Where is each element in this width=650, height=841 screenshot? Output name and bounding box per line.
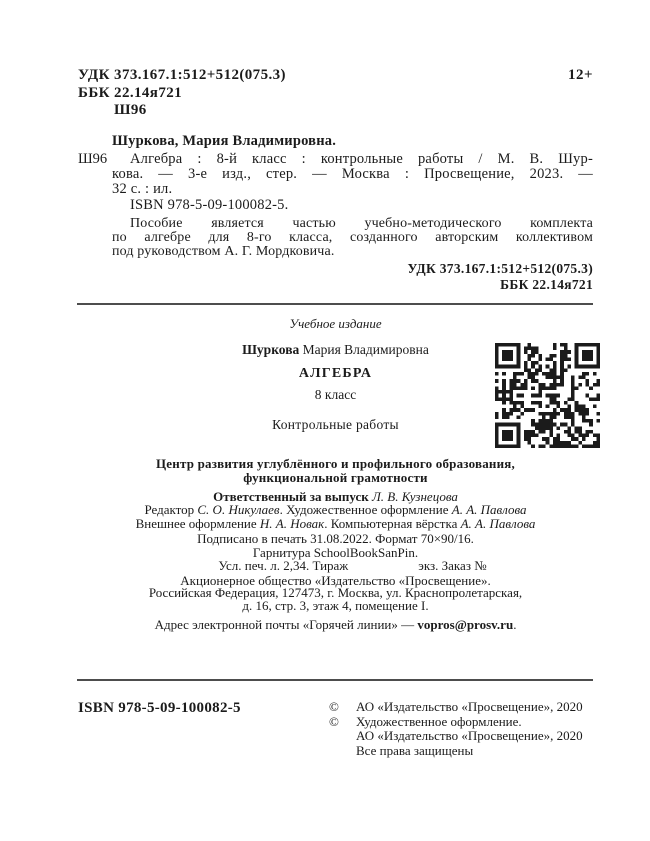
copyright-line (329, 729, 593, 744)
bib-entry-sign: Ш96 (78, 150, 108, 167)
hotline-email: vopros@prosv.ru (417, 617, 514, 632)
bib-entry-line: Алгебра : 8-й класс : контрольные работы / М. В. Шур- (130, 150, 593, 167)
bbk-repeat: ББК 22.14я721 (500, 277, 593, 292)
typeface-line: Гарнитура SchoolBookSanPin. (252, 544, 419, 560)
udk-number: УДК 373.167.1:512+512(075.3) (78, 67, 286, 83)
annotation-line: по алгебре для 8-го класса, созданного авторским коллективом (112, 229, 593, 245)
annotation-line: Пособие является частью учебно-методического комплекта (130, 215, 593, 231)
credit-line-responsible: Ответственный за выпуск Л. В. Кузнецова (213, 488, 458, 504)
classification-row (78, 67, 593, 120)
copyright-line (329, 744, 593, 759)
credits-block (78, 490, 593, 531)
copyright-line (329, 700, 593, 715)
credit-line-design: Внешнее оформление Н. А. Новак. Компьютерная вёрстка А. А. Павлова (135, 515, 536, 531)
copyright-symbol: © (329, 699, 339, 714)
bib-entry (78, 152, 593, 197)
copyright-symbol (329, 744, 356, 759)
bib-author-heading: Шуркова, Мария Владимировна. (112, 132, 337, 149)
age-rating-badge: 12+ (567, 67, 593, 83)
book-title: АЛГЕБРА (298, 365, 373, 381)
udk-repeat: УДК 373.167.1:512+512(075.3) (407, 260, 593, 276)
print-info-block (78, 532, 593, 573)
bib-entry-lines (112, 152, 593, 197)
grade-label: 8 класс (314, 386, 357, 402)
divider-bottom (77, 679, 593, 681)
copyright-line (329, 715, 593, 730)
annotation-line: под руководством А. Г. Мордковича. (112, 243, 335, 259)
book-subtitle: Контрольные работы (272, 417, 399, 432)
publisher-address-line: Акционерное общество «Издательство «Просвещение». (180, 572, 491, 588)
copyright-text: Художественное оформление. (356, 713, 522, 729)
edition-type: Учебное издание (289, 316, 382, 331)
credit-line-editor: Редактор С. О. Никулаев. Художественное оформление А. А. Павлова (144, 502, 527, 517)
bbk-number: ББК 22.14я721 (78, 84, 183, 101)
publishing-center-line: функциональной грамотности (243, 470, 428, 485)
print-date-format: Подписано в печать 31.08.2022. Формат 70×90/16. (197, 531, 474, 546)
footer (78, 700, 593, 758)
bib-entry-line: кова. — 3-е изд., стер. — Москва : Просвещение, 2023. — (112, 165, 593, 182)
copyright-text: АО «Издательство «Просвещение», 2020 (356, 699, 583, 714)
author-surname: Шуркова (242, 342, 300, 357)
author-given-names: Мария Владимировна (299, 342, 429, 357)
publishing-center-line: Центр развития углублённого и профильного образования, (155, 455, 515, 471)
publisher-address-line: Российская Федерация, 127473, г. Москва, ул. Краснопролетарская, (148, 585, 523, 600)
classification-codes (78, 67, 286, 120)
copyright-symbol: © (329, 713, 339, 729)
author-sign: Ш96 (114, 102, 147, 118)
copyright-symbol (329, 729, 356, 744)
copyright-text: Все права защищены (356, 742, 474, 758)
copyright-block (329, 700, 593, 758)
print-run-line: Усл. печ. л. 2,34. Тираж экз. Заказ № (218, 558, 487, 573)
publisher-address-line: д. 16, стр. 3, этаж 4, помещение I. (242, 597, 429, 613)
divider-top (77, 303, 593, 305)
publishing-center (78, 457, 593, 486)
hotline-email-line: Адрес электронной почты «Горячей линии» — vopros@prosv.ru. (154, 617, 517, 632)
publisher-address-block (78, 572, 593, 613)
isbn-top: ISBN 978-5-09-100082-5. (130, 196, 289, 213)
classification-block (78, 67, 593, 292)
copyright-text: АО «Издательство «Просвещение», 2020 (356, 728, 583, 743)
annotation (78, 217, 593, 259)
isbn-bottom: ISBN 978-5-09-100082-5 (78, 700, 241, 716)
bib-entry-line: 32 с. : ил. (112, 180, 173, 197)
qr-code (495, 343, 600, 448)
